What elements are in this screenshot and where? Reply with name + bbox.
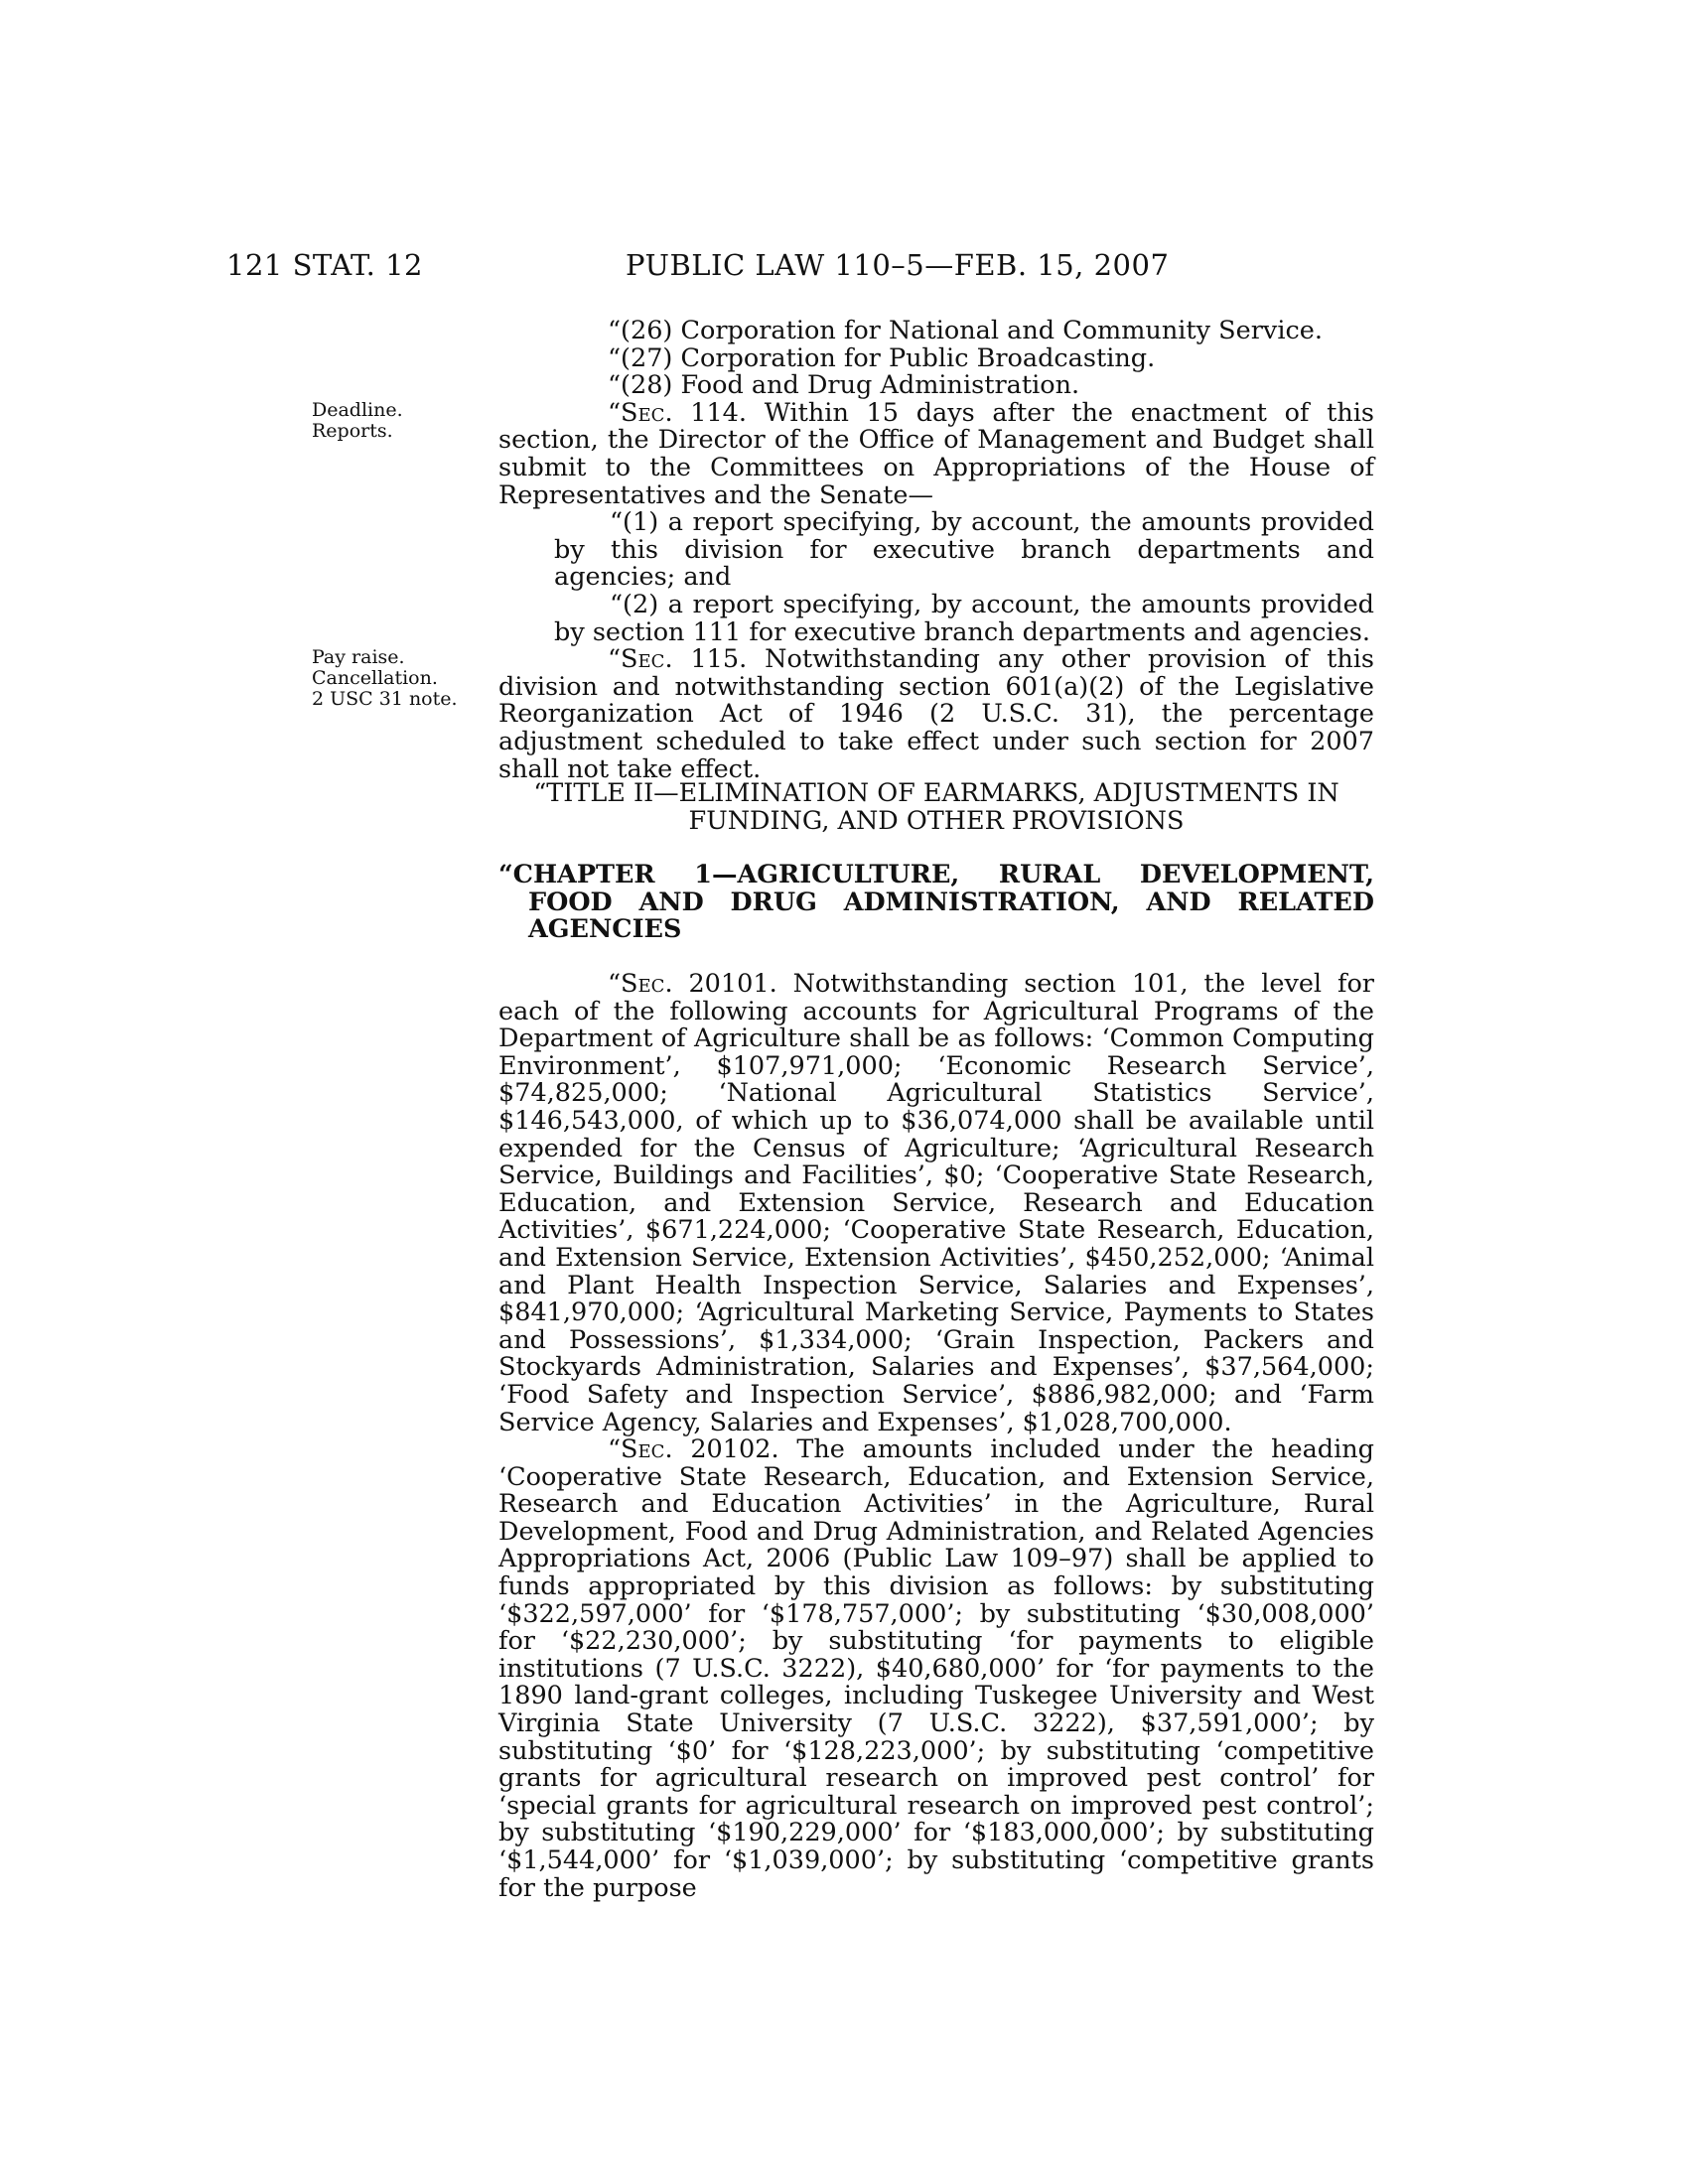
body-text-upper — [498, 318, 1374, 783]
stat-reference: 121 STAT. 12 — [226, 248, 423, 282]
section-20101-open-quote: “ — [608, 969, 622, 999]
section-20101 — [498, 971, 1374, 1436]
title-heading — [498, 780, 1374, 835]
section-20102-label: Sec — [621, 1434, 665, 1465]
section-115-label: Sec — [621, 644, 665, 675]
section-115-number: . 115. — [664, 644, 748, 675]
body-text-lower — [498, 971, 1374, 1902]
section-114-item-2: “(2) a report specifying, by account, the amounts provided by section 111 for executive branch departments and agencies. — [554, 589, 1374, 647]
section-114-text: Within 15 days after the enactment of this section, the Director of the Office of Management and Budget shall submit to the Committees on Appropriations of the House of Representatives and the Senate— — [498, 397, 1374, 510]
section-114-number: . 114. — [664, 397, 748, 428]
section-20101-number: . 20101. — [664, 969, 777, 999]
chapter-heading-block — [498, 862, 1374, 944]
section-20102-open-quote: “ — [608, 1434, 622, 1465]
section-115 — [498, 646, 1374, 783]
list-item-27: “(27) Corporation for Public Broadcasting. — [608, 342, 1156, 373]
section-114-open-quote: “ — [608, 397, 622, 428]
section-20102-number: . 20102. — [664, 1434, 779, 1465]
margin-note-pay-raise: Pay raise. Cancellation. 2 USC 31 note. — [312, 646, 458, 710]
section-20101-text: Notwithstanding section 101, the level for each of the following accounts for Agricultural Programs of the Department of Agriculture shall be as follows: ‘Common Computing Environment’, $107,971,000; ‘Economic Research Service’, $74,825,000; ‘National Agricultural Statistics Service’, $146,543,000, of which up to $36,074,000 shall be available until expended for the Census of Agriculture; ‘Agricultural Research Service, Buildings and Facilities’, $0; ‘Cooperative State Research, Education, and Extension Service, Research and Education Activities’, $671,224,000; ‘Cooperative State Research, Education, and Extension Service, Extension Activities’, $450,252,000; ‘Animal and Plant Health Inspection Service, Salaries and Expenses’, $841,970,000; ‘Agricultural Marketing Service, Payments to States and Possessions’, $1,334,000; ‘Grain Inspection, Packers and Stockyards Administration, Salaries and Expenses’, $37,564,000; ‘Food Safety and Inspection Service’, $886,982,000; and ‘Farm Service Agency, Salaries and Expenses’, $1,028,700,000. — [498, 969, 1374, 1437]
section-20101-label: Sec — [621, 969, 665, 999]
list-item-28: “(28) Food and Drug Administration. — [608, 370, 1080, 401]
section-115-text: Notwithstanding any other provision of this division and notwithstanding section 601(a)(2) of the Legislative Reorganization Act of 1946 (2 U.S.C. 31), the percentage adjustment scheduled to take effect under such section for 2007 shall not take effect. — [498, 644, 1374, 784]
title-heading-line-1: “TITLE II—ELIMINATION OF EARMARKS, ADJUSTMENTS IN — [533, 778, 1339, 808]
section-20102 — [498, 1436, 1374, 1902]
section-114-label: Sec — [621, 397, 665, 428]
section-114 — [498, 397, 1374, 510]
list-item-26: “(26) Corporation for National and Community Service. — [608, 316, 1323, 345]
section-114-item-1: “(1) a report specifying, by account, the amounts provided by this division for executive branch departments and agencies; and — [554, 507, 1374, 593]
public-law-reference: PUBLIC LAW 110–5—FEB. 15, 2007 — [626, 248, 1170, 282]
margin-note-deadline-reports: Deadline. Reports. — [312, 399, 403, 442]
section-20102-text: The amounts included under the heading ‘Cooperative State Research, Education, and Extension Service, Research and Education Activities’ in the Agriculture, Rural Development, Food and Drug Administration, and Related Agencies Appropriations Act, 2006 (Public Law 109–97) shall be applied to funds appropriated by this division as follows: by substituting ‘$322,597,000’ for ‘$178,757,000’; by substituting ‘$30,008,000’ for ‘$22,230,000’; by substituting ‘for payments to eligible institutions (7 U.S.C. 3222), $40,680,000’ for ‘for payments to the 1890 land-grant colleges, including Tuskegee University and West Virginia State University (7 U.S.C. 3222), $37,591,000’; by substituting ‘$0’ for ‘$128,223,000’; by substituting ‘competitive grants for agricultural research on improved pest control’ for ‘special grants for agricultural research on improved pest control’; by substituting ‘$190,229,000’ for ‘$183,000,000’; by substituting ‘$1,544,000’ for ‘$1,039,000’; by substituting ‘competitive grants for the purpose — [498, 1434, 1375, 1903]
section-115-open-quote: “ — [608, 644, 622, 675]
chapter-heading: “CHAPTER 1—AGRICULTURE, RURAL DEVELOPMENT, FOOD AND DRUG ADMINISTRATION, AND RELATED AGENCIES — [498, 860, 1374, 945]
title-heading-line-2: FUNDING, AND OTHER PROVISIONS — [688, 805, 1185, 836]
